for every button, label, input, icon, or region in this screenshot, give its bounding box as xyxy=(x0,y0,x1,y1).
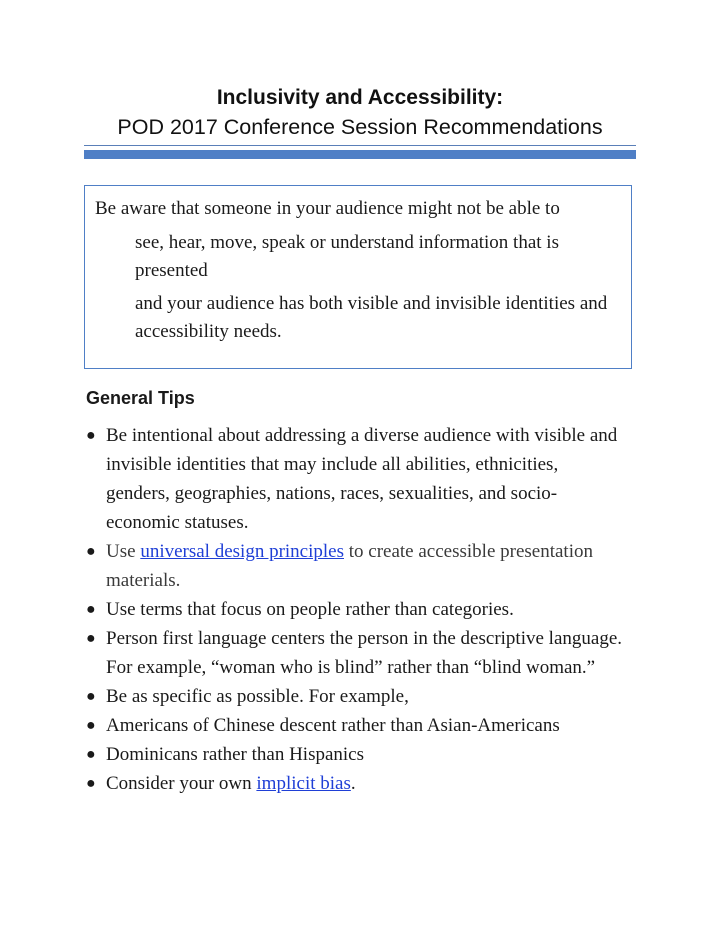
bullet-icon: ● xyxy=(86,775,96,792)
tip-text-after: to create accessible presentation materials. xyxy=(106,541,593,591)
tip-text: Dominicans rather than Hispanics xyxy=(106,744,365,765)
general-tips-list xyxy=(86,421,626,798)
tip-text: Be as specific as possible. For example, xyxy=(106,686,409,707)
bullet-icon: ● xyxy=(86,601,96,618)
callout-point-identities: and your audience has both visible and invisible identities and accessibility needs. xyxy=(135,293,608,342)
title-rule-thin xyxy=(84,145,636,146)
list-item xyxy=(86,711,626,740)
title-rule-thick xyxy=(84,150,636,159)
tip-text-before: Consider your own xyxy=(106,773,257,794)
bullet-icon: ● xyxy=(86,427,96,444)
list-item xyxy=(86,537,626,595)
list-item xyxy=(86,740,626,769)
tip-text: Use terms that focus on people rather than categories. xyxy=(106,599,514,620)
tip-text: Person first language centers the person in the descriptive language. For example, “woman who is blind” rather than “blind woman.” xyxy=(106,628,622,678)
callout-lead: Be aware that someone in your audience might not be able to xyxy=(95,198,560,219)
list-item xyxy=(86,421,626,537)
tip-text: Americans of Chinese descent rather than Asian-Americans xyxy=(106,715,560,736)
awareness-callout-box xyxy=(84,185,632,369)
list-item xyxy=(86,595,626,624)
general-tips-heading: General Tips xyxy=(86,388,195,408)
bullet-icon: ● xyxy=(86,688,96,705)
list-item xyxy=(86,769,626,798)
bullet-icon: ● xyxy=(86,543,96,560)
tip-text: Be intentional about addressing a diverse audience with visible and invisible identities that may include all abilities, ethnicities, genders, geographies, nations, races, sexualities, and socio-economic statuses. xyxy=(106,425,618,533)
tip-text-before: Use xyxy=(106,541,141,562)
page-title: Inclusivity and Accessibility: xyxy=(216,86,504,109)
title-block xyxy=(84,84,636,142)
universal-design-principles-link[interactable]: universal design principles xyxy=(140,541,344,562)
list-item xyxy=(86,682,626,711)
callout-point-abilities: see, hear, move, speak or understand information that is presented xyxy=(135,232,559,281)
bullet-icon: ● xyxy=(86,746,96,763)
bullet-icon: ● xyxy=(86,717,96,734)
implicit-bias-link[interactable]: implicit bias xyxy=(256,773,351,794)
tip-text-after: . xyxy=(350,773,356,794)
list-item xyxy=(86,624,626,682)
page-subtitle: POD 2017 Conference Session Recommendations xyxy=(117,115,603,139)
bullet-icon: ● xyxy=(86,630,96,647)
